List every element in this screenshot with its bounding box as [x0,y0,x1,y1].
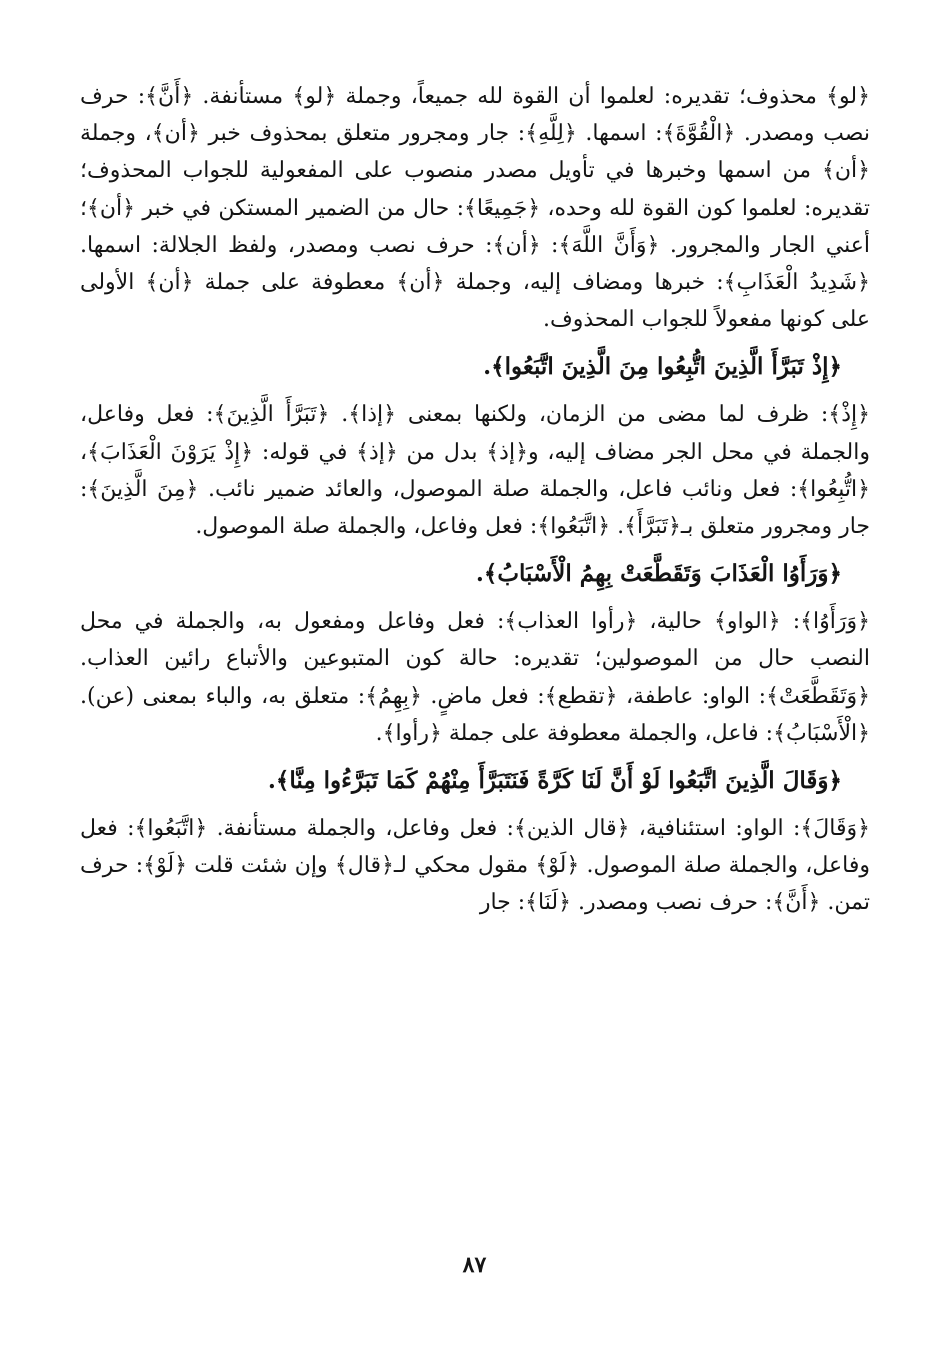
quran-verse-3: ﴿وَقَالَ الَّذِينَ اتَّبَعُوا لَوْ أَنَّ لَنَا كَرَّةً فَنَتَبَرَّأَ مِنْهُمْ كَمَا تَبَرَّءُوا مِنَّا﴾. [267,767,842,795]
paragraph-1: ﴿لو﴾ محذوف؛ تقديره: لعلموا أن القوة لله جميعاً، وجملة ﴿لو﴾ مستأنفة. ﴿أَنَّ﴾: حرف نصب ومصدر. ﴿الْقُوَّةَ﴾: اسمها. ﴿لِلَّهِ﴾: جار ومجرور متعلق بمحذوف خبر ﴿أن﴾، وجملة ﴿أن﴾ من اسمها وخبرها في تأويل مصدر منصوب على المفعولية للجواب المحذوف؛ تقديره: لعلموا كون القوة لله وحده، ﴿جَمِيعًا﴾: حال من الضمير المستكن في خبر ﴿أن﴾؛ أعني الجار والمجرور. ﴿وَأَنَّ اللَّهَ﴾: ﴿أن﴾: حرف نصب ومصدر، ولفظ الجلالة: اسمها. ﴿شَدِيدُ الْعَذَابِ﴾: خبرها ومضاف إليه، وجملة ﴿أن﴾ معطوفة على جملة ﴿أن﴾ الأولى على كونها مفعولاً للجواب المحذوف. [80,84,870,333]
paragraph-3: ﴿وَرَأَوُا﴾: ﴿الواو﴾ حالية، ﴿رأوا العذاب﴾: فعل وفاعل ومفعول به، والجملة في محل النصب حال من الموصولين؛ تقديره: حالة كون المتبوعين والأتباع رائين العذاب. ﴿وَتَقَطَّعَتْ﴾: الواو: عاطفة، ﴿تقطع﴾: فعل ماضٍ. ﴿بِهِمُ﴾: متعلق به، والباء بمعنى (عن). ﴿الْأَسْبَابُ﴾: فاعل، والجملة معطوفة على جملة ﴿رأوا﴾. [80,609,870,746]
paragraph-4: ﴿وَقَالَ﴾: الواو: استئنافية، ﴿قال الذين﴾: فعل وفاعل، والجملة مستأنفة. ﴿اتَّبَعُوا﴾: فعل وفاعل، والجملة صلة الموصول. ﴿لَوْ﴾ مقول محكي لـ﴿قال﴾ وإن شئت قلت ﴿لَوْ﴾: حرف تمن. ﴿أَنَّ﴾: حرف نصب ومصدر. ﴿لَنَا﴾: جار [80,816,870,916]
quran-verse-2: ﴿وَرَأَوُا الْعَذَابَ وَتَقَطَّعَتْ بِهِمُ الْأَسْبَابُ﴾. [475,560,842,588]
page-body [80,78,870,922]
quran-verse-1: ﴿إِذْ تَبَرَّأَ الَّذِينَ اتُّبِعُوا مِنَ الَّذِينَ اتَّبَعُوا﴾. [483,353,842,381]
page-number: ٨٧ [462,1252,487,1278]
paragraph-2: ﴿إِذْ﴾: ظرف لما مضى من الزمان، ولكنها بمعنى ﴿إذا﴾. ﴿تَبَرَّأَ الَّذِينَ﴾: فعل وفاعل، والجملة في محل الجر مضاف إليه، و﴿إذ﴾ بدل من ﴿إذ﴾ في قوله: ﴿إِذْ يَرَوْنَ الْعَذَابَ﴾، ﴿اتُّبِعُوا﴾: فعل ونائب فاعل، والجملة صلة الموصول، والعائد ضمير نائب. ﴿مِنَ الَّذِينَ﴾: جار ومجرور متعلق بـ﴿تَبَرَّأَ﴾. ﴿اتَّبَعُوا﴾: فعل وفاعل، والجملة صلة الموصول. [80,402,870,540]
